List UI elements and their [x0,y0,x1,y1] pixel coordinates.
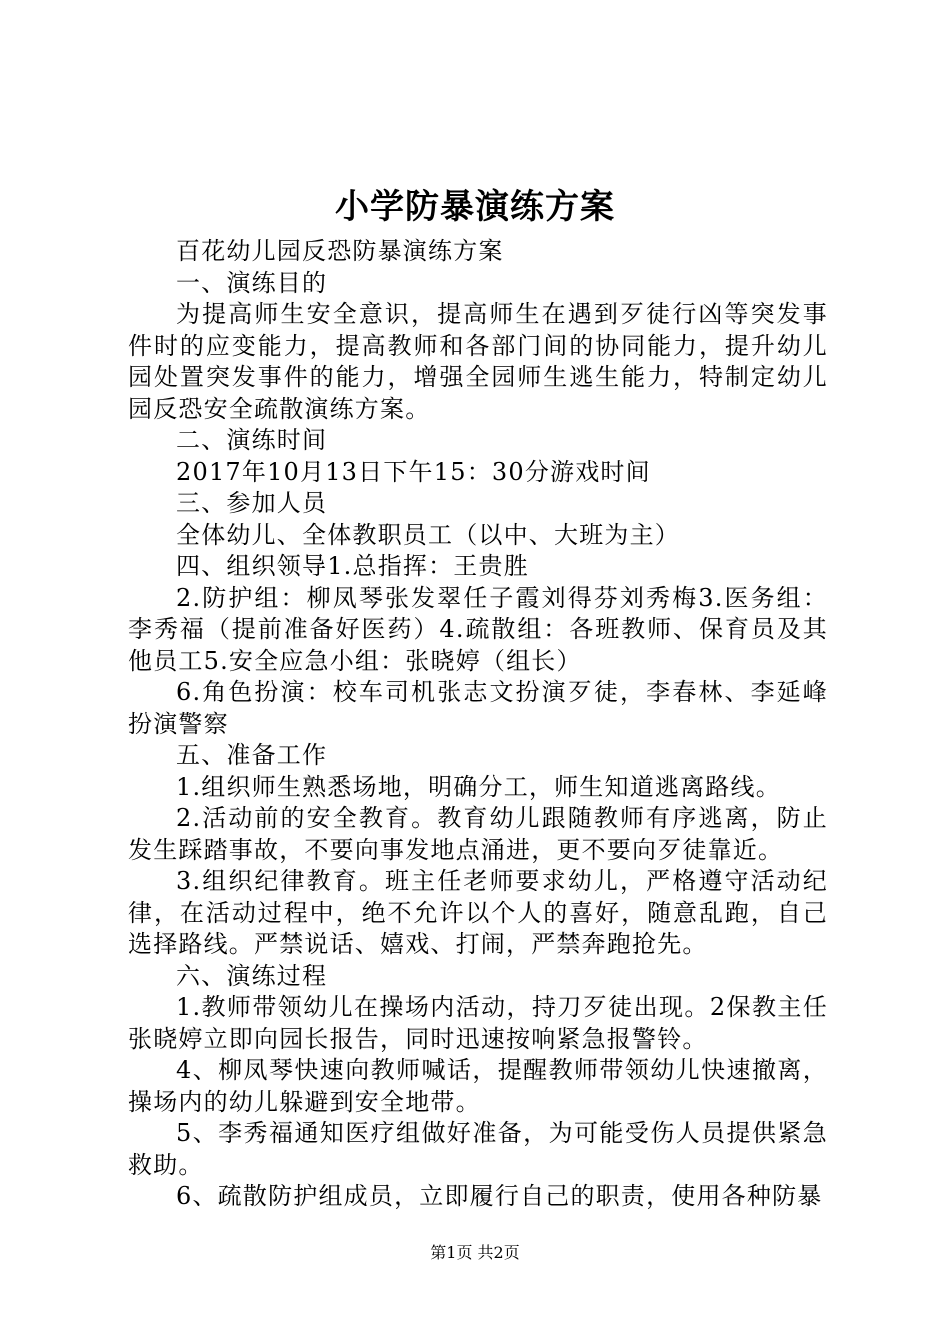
paragraph: 百花幼儿园反恐防暴演练方案 [176,237,504,265]
paragraph: 2.防护组：柳凤琴张发翠任子霞刘得芬刘秀梅3.医务组：李秀福（提前准备好医药）4.疏散组：各班教师、保育员及其他员工5.安全应急小组：张晓婷（组长） [128,583,828,675]
paragraph: 3.组织纪律教育。班主任老师要求幼儿，严格遵守活动纪律，在活动过程中，绝不允许以个人的喜好，随意乱跑，自己选择路线。严禁说话、嬉戏、打闹，严禁奔跑抢先。 [128,867,828,958]
paragraph: 6、疏散防护组成员，立即履行自己的职责，使用各种防暴 [176,1182,823,1210]
paragraph: 1.组织师生熟悉场地，明确分工，师生知道逃离路线。 [176,772,781,801]
paragraph: 6.角色扮演：校车司机张志文扮演歹徒，李春林、李延峰扮演警察 [128,678,828,738]
section-heading: 三、参加人员 [176,489,328,517]
paragraph: 5、李秀福通知医疗组做好准备，为可能受伤人员提供紧急救助。 [128,1119,828,1179]
paragraph: 为提高师生安全意识，提高师生在遇到歹徒行凶等突发事件时的应变能力，提高教师和各部门间的协同能力，提升幼儿园处置突发事件的能力，增强全园师生逃生能力，特制定幼儿园反恐安全疏散演练方案。 [128,300,828,423]
paragraph: 2017年10月13日下午15：30分游戏时间 [176,457,651,486]
paragraph: 2.活动前的安全教育。教育幼儿跟随教师有序逃离，防止发生踩踏事故，不要向事发地点涌进，更不要向歹徒靠近。 [128,804,828,864]
section-heading: 二、演练时间 [176,426,328,454]
section-heading: 四、组织领导1.总指挥：王贵胜 [176,552,529,580]
section-heading: 一、演练目的 [176,268,328,297]
page-footer: 第1页 共2页 [430,1243,520,1262]
document-title: 小学防暴演练方案 [335,187,615,227]
paragraph: 4、柳凤琴快速向教师喊话，提醒教师带领幼儿快速撤离，操场内的幼儿躲避到安全地带。 [128,1056,828,1116]
section-heading: 五、准备工作 [176,741,328,769]
document-body [128,236,828,1213]
paragraph: 1.教师带领幼儿在操场内活动，持刀歹徒出现。2保教主任张晓婷立即向园长报告，同时迅速按响紧急报警铃。 [128,993,828,1053]
section-heading: 六、演练过程 [176,961,328,990]
paragraph: 全体幼儿、全体教职员工（以中、大班为主） [176,520,680,549]
